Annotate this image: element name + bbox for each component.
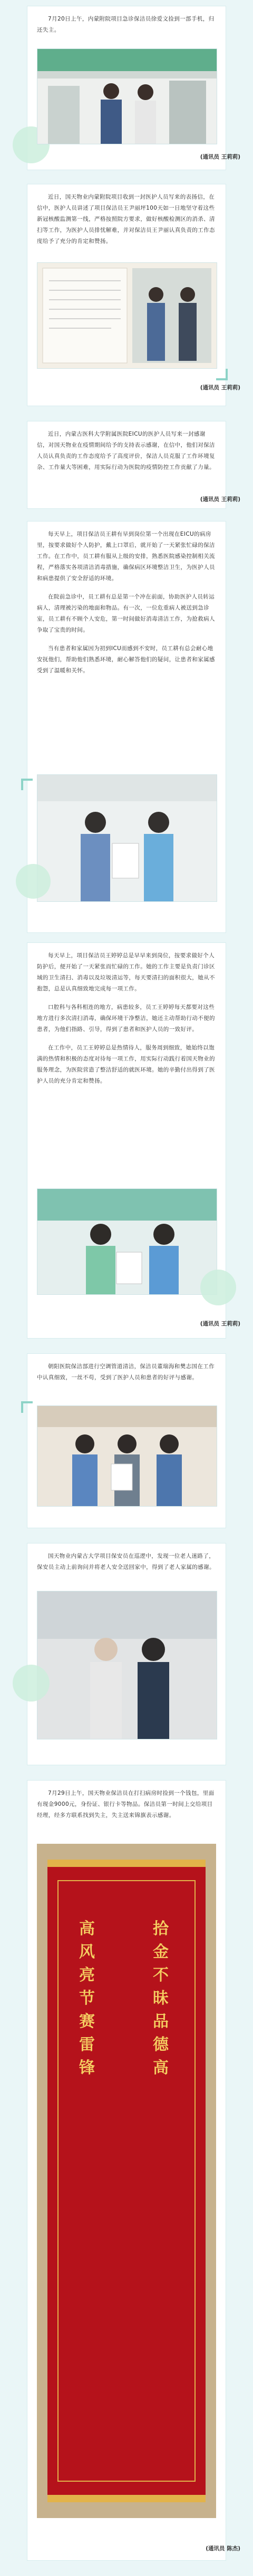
photo-return-phone: [37, 48, 217, 144]
news-paragraph: 7月20日上午，内蒙附院项目急诊保洁员徐爱文捡到一部手机，归还失主。: [37, 16, 215, 33]
decorative-circle: [16, 864, 51, 899]
photo-staff-with-letter: [37, 775, 217, 901]
byline: (通讯员 王莉莉): [200, 385, 240, 391]
news-paragraph: 每天早上，项目保洁员王婷婷总是早早来到岗位，按要求做好个人防护后，便开始了一天紧张而忙碌的工作。她的工作主要是负责门诊区域的卫生清扫、消毒以及垃圾清运等，每天要清扫的面积很大，她从不抱怨，总是认真细致地完成每一项工作。: [37, 952, 215, 992]
photo-outpatient-staff: [37, 1188, 217, 1295]
news-paragraph: 每天早上，项目保洁员王耕有早到岗位第一个出现在EICU的病房里，按要求做好个人防护，戴上口罩后，就开始了一天紧张忙碌的保洁工作。在工作中，员工耕有服从上级的安排，熟悉医院感染控制相关流程，严格落实各项清洁消毒措施，确保病区环境整洁卫生，为医护人员和病患提供了安全舒适的环境。: [37, 531, 215, 582]
news-paragraph: 7月29日上午，国天物业保洁员在打扫病房时捡到一个钱包，里面有现金9000元，身份证、银行卡等物品。保洁员第一时间上交给项目经理，经多方联系找到失主，失主送来锦旗表示感谢。: [37, 1790, 215, 1818]
banner-line-left: 拾金不昧品德高: [153, 1920, 169, 2077]
photo-chaoyang-staff: [37, 1405, 217, 1507]
photo-security-guard: [37, 1591, 217, 1739]
byline: (通讯员 陈杰): [206, 2545, 240, 2552]
decorative-corner: [21, 779, 33, 790]
decorative-corner: [216, 369, 228, 380]
photo-letter: [37, 262, 217, 369]
banner-line-right: 高风亮节赛雷锋: [79, 1920, 95, 2077]
decorative-circle: [13, 1665, 50, 1702]
news-paragraph: 近日，内蒙古医科大学附属医院EICU的医护人员写来一封感谢信，对国天物业在疫情期间给予的支持表示感谢，在信中，他们对保洁人员认真负责的工作态度给予了高度评价，保洁人员克服了工作环境复杂、工作量大等困难，用实际行动为医院的疫情防控工作贡献了力量。: [37, 431, 215, 470]
news-paragraph: 口腔科与各科相连的地方，病患较多，员工王婷婷每天都要对这些地方进行多次清扫消毒，确保环境干净整洁，她还主动帮助行动不便的患者，为他们指路、引导，得到了患者和医护人员的一致好评。: [37, 1004, 215, 1033]
byline: (通讯员 王莉莉): [200, 154, 240, 160]
photo-people: [37, 49, 217, 144]
photo-three-people: [37, 1406, 217, 1506]
photo-silk-banner: [37, 1844, 216, 2518]
news-paragraph: 在院前急诊中，员工耕有总是第一个冲在前面，协助医护人员转运病人，清理被污染的地面和物品。有一次，一位危重病人被送到急诊室，员工耕有不顾个人安危，第一时间做好消毒清洁工作，为抢救病人争取了宝贵的时间。: [37, 594, 215, 633]
photo-guard-with-elder: [37, 1591, 217, 1739]
photo-letter-and-staff: [37, 263, 217, 368]
news-paragraph: 朝阳医院保洁部进行空调管道清洁，保洁员董瑞海和樊志国在工作中认真细致，一丝不苟，受到了医护人员和患者的好评与感谢。: [37, 1363, 215, 1381]
news-card-3: [27, 421, 226, 508]
news-paragraph: 国天物业内蒙古大学项目保安员在巡逻中，发现一位老人迷路了，保安员主动上前询问并将老人安全送回家中，得到了老人家属的感谢。: [37, 1553, 215, 1570]
decorative-corner: [21, 1401, 33, 1413]
news-paragraph: 在工作中，员工王婷婷总是热情待人，服务周到细致，她始终以饱满的热情和积极的态度对待每一项工作，用实际行动践行着国天物业的服务理念，为医院营造了整洁舒适的就医环境。她的辛勤付出得到了医护人员的充分肯定和赞扬。: [37, 1045, 215, 1084]
news-paragraph: 近日，国天物业内蒙附院项目收到一封医护人员写来的表扬信，在信中，医护人员讲述了项目保洁员王尹丽坪100天如一日地坚守着这些新冠核酸监测第一线，严格按照院方要求，做好核酸检测区的消杀、清扫等工作，为医护人员排忧解难，并对保洁员王尹丽认真负责的工作态度给予了充分的肯定和赞扬。: [37, 194, 215, 244]
byline: (通讯员 王莉莉): [200, 1321, 240, 1327]
decorative-circle: [200, 1270, 236, 1305]
silk-banner-image: [37, 1844, 216, 2518]
byline: (通讯员 王莉莉): [200, 496, 240, 503]
news-paragraph: 当有患者和家属因为初到ICU而感到不安时，员工耕有总会耐心地安抚他们，帮助他们熟悉环境，耐心解答他们的疑问，让患者和家属感受到了温暖和关怀。: [37, 645, 215, 674]
photo-staff-pair: [37, 1189, 217, 1294]
photo-eicu-staff: [37, 774, 217, 902]
